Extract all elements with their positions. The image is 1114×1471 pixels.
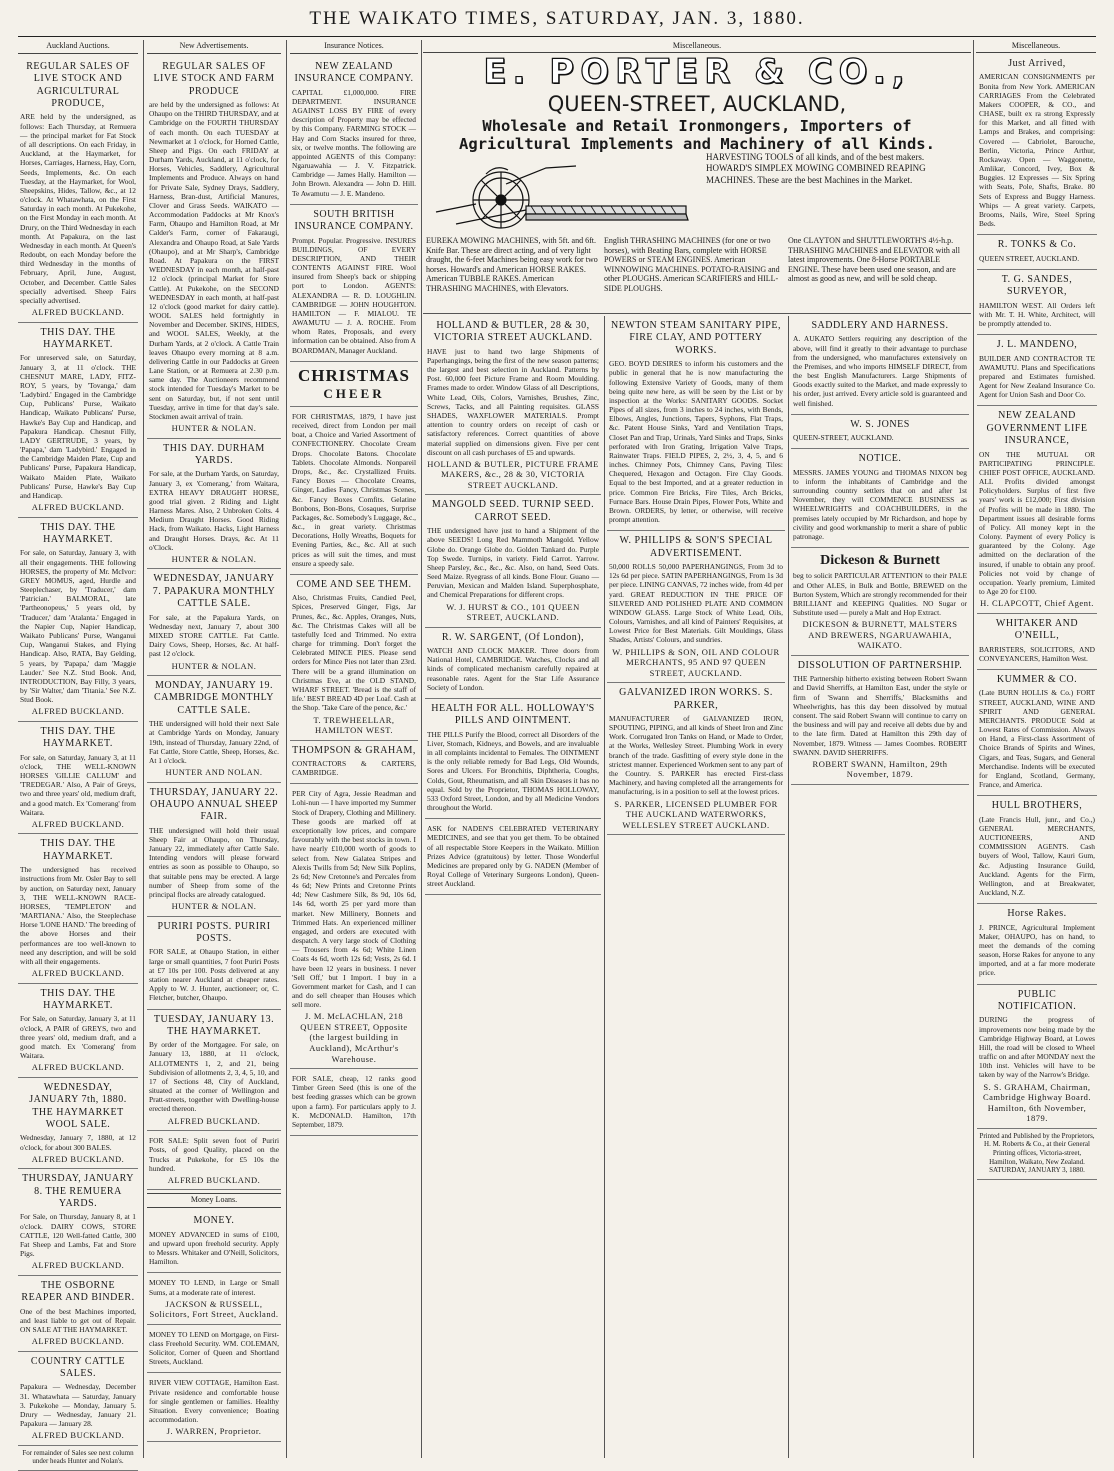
ad-heading: SOUTH BRITISH INSURANCE COMPANY. xyxy=(294,208,414,233)
advertisement xyxy=(290,575,418,741)
cheer-title: CHEER xyxy=(323,385,385,401)
ad-heading: WHITAKER AND O'NEILL, xyxy=(995,617,1079,642)
ad-text: QUEEN-STREET, AUCKLAND. xyxy=(793,433,894,443)
banner-company: E. PORTER & CO., xyxy=(483,52,911,92)
advertisement xyxy=(425,628,601,699)
advertisement xyxy=(607,531,785,683)
ad-text: CAPITAL £1,000,000. FIRE DEPARTMENT. INSURANCE AGAINST LOSS BY FIRE of every description of Property may be effected by this Company. FARMING STOCK — Hay and Corn Stacks insured for three, six, or twelve months. The following are appointed AGENTS of this Company: Ngaruawahia — J. V. Fitzpatrick. Cambridge — James Hally. Hamilton — John Brown. Alexandra — John D. Hill. Te Awamutu — J. E. Mandeno. xyxy=(292,87,416,198)
ad-text: For sale, on Saturday, January 3, with all their engagements. THE following HORSES, the property of Mr. McIvor: GREY MOMUS, aged, Hurdle and Steeplechaser, by 'Traducer,' dam 'Patrician.' BALMORAL, late 'Partheonopeus,' 5 years old, by 'Traducer,' dam 'Atalanta.' Engaged in the Napier Cup, Napier Handicap, Waikato Publicans' Purse, Wanganui Cup, Wanganui Stakes, and Flying Handicap. Also, RATA, Bay Gelding, 5 years, by 'Papapa,' dam 'Maggie Lauder.' See N.Z. Stud Book. And, INTRODUCTION, Bay Filly, 3 years, by 'Sir Walter,' dam 'Titania.' See N.Z. Stud Book. xyxy=(20,548,136,705)
ad-text: BARRISTERS, SOLICITORS, AND CONVEYANCERS, Hamilton West. xyxy=(979,644,1095,663)
ad-text: Papakura — Wednesday, December 31. Whatawhata — Saturday, January 3. Pukekohe — Monday, January 5. Drury — Wednesday, January 21. Papakura — January 28. xyxy=(20,1382,136,1429)
ad-heading: THURSDAY, JANUARY 22. OHAUPO ANNUAL SHEEP FAIR. xyxy=(149,786,279,823)
ad-heading: WEDNESDAY, JANUARY 7th, 1880. THE HAYMARKET WOOL SALE. xyxy=(29,1081,127,1130)
ad-text: WATCH AND CLOCK MAKER. Three doors from National Hotel, CAMBRIDGE. Watches, Clocks and all kinds of complicated mechanism carefully repaired at reasonable rates. Agent for the Star Life Assurance Society of London. xyxy=(427,646,599,692)
ad-list xyxy=(290,407,418,1136)
ad-text: By order of the Mortgagee. For sale, on January 13, 1880, at 11 o'clock, ALLOTMENTS 1, 2, and 21, being Subdivision of allotments 2, 3, 4, 5, 10, and 17 of Sections 48, City of Auckland, situated at the corner of Wellington and Pratt-streets, together with Dwelling-house erected thereon. xyxy=(149,1040,279,1114)
advertisement xyxy=(147,57,281,439)
advertisement xyxy=(977,270,1097,335)
ad-text: DURING the progress of improvements now being made by the Cambridge Highway Board, at Lowes Hill, the road will be closed to Wheel traffic on and after MONDAY next the 10th inst. Vehicles will have to be taken by way of the Narrow's Bridge. xyxy=(979,1015,1095,1080)
ad-text: 50,000 ROLLS 50,000 PAPERHANGINGS, From 3d to 12s 6d per piece. SATIN PAPERHANGINGS, From 1s 3d per piece. LINING CANVAS, 72 inches wide, from 4d per yard. GREAT REDUCTION IN THE PRICE OF SILVERED AND POLISHED PLATE AND COMMON WINDOW GLASS. Large Stock of White Lead, Oils, Colours, Varnishes, and all kind of Painters' Requisites, at Lowest Price for Best Materials. Gilt Mouldings, Glass Shades, Artists' Colours, and sundries. xyxy=(609,562,783,645)
christmas-title: CHRISTMAS xyxy=(298,365,410,385)
ad-text: The undersigned has received instructions from Mr. Osler Bay to sell by auction, on Saturday next, January 3, THE WELL-KNOWN RACE-HORSES, 'TEMPLETON' and 'MARTIANA.' Also, the Steeplechase Horse 'LONE HAND.' The breeding of the above Horses and their performances are too well-known to need any description, and will be sold with all their engagements. xyxy=(20,865,136,966)
advertisement xyxy=(147,439,281,570)
ad-heading: THURSDAY, JANUARY 8. THE REMUERA YARDS. xyxy=(22,1173,134,1210)
ad-heading: REGULAR SALES OF LIVE STOCK AND AGRICULTURAL PRODUCE, xyxy=(26,60,130,110)
advertisement xyxy=(147,783,281,917)
column-divider xyxy=(143,40,144,1458)
ad-heading: HEALTH FOR ALL. HOLLOWAY'S PILLS AND OINTMENT. xyxy=(431,702,595,727)
ad-heading: R. W. SARGENT, (Of London), xyxy=(441,631,585,643)
ad-text: One of the best Machines imported, and least liable to get out of Repair. ON SALE AT THE HAYMARKET. xyxy=(20,1306,136,1334)
advertisement xyxy=(18,323,138,518)
dissolution-ad xyxy=(791,656,969,785)
ad-signature: J. M. McLACHLAN, 218 QUEEN STREET, Opposite (the largest building in Auckland), McArthur's Warehouse. xyxy=(300,1011,408,1064)
ad-signature: S. S. GRAHAM, Chairman, Cambridge Highway Board. Hamilton, 6th November, 1879. xyxy=(982,1081,1092,1124)
dissolution-signature: ROBERT SWANN, Hamilton, 29th November, 1879. xyxy=(812,758,948,780)
banner-tagline: Wholesale and Retail Ironmongers, Importers of Agricultural Implements and Machinery of all Kinds. xyxy=(459,117,935,153)
column-insurance-notices xyxy=(290,40,418,1458)
ad-signature: ALFRED BUCKLAND. xyxy=(31,1260,125,1271)
advertisement xyxy=(147,1010,281,1132)
ad-heading: R. TONKS & Co. xyxy=(997,239,1077,251)
ad-text: GEO. BOYD DESIRES to inform his customers and the public in general that he is now manufacturing the following Extensive Variety of Goods, many of them being quite new here, as will be seen by the List or by inspection at the Works: SANITARY GOODS. Socket Pipes of all sizes, from 3 inches to 24 inches, with Bends, Elbows, Angles, Junctions, Tapers, Syphons, Flat Traps, &c. Patent House Sinks, Yard and Ventilation Traps, Closet Pan and Trap, Urinals, Yard Sinks and Traps, Sinks perforated with Iron Grating, Irrigation Valve Traps, Rainwater Traps. FIELD PIPES, 2, 2½, 3, 4, 5, and 6 inches. Chimney Pots, Chimney Cans, Paving Tiles: Chequered, Hexagon and Octagon. Fire Clay Goods. Equal to the best Imported, and at a greater reduction in price. Common Fire Bricks, Fire Tiles, Arch Bricks, Furnace Bars. House Drain Pipes, Flower Pots, White and Brown. ORDERS, by letter, or otherwise, will receive prompt attention. xyxy=(609,359,783,525)
ad-text: For sale, at the Durham Yards, on Saturday, January 3, ex 'Comerang,' from Waitara, EXTRA HEAVY DRAUGHT HORSE, good trial given. 2 Riding and Light Harness Mares. Also, 2 Unbroken Colts. 4 Medium Draught Horses. Good Riding Hack, from Waikato. Hacks, Light Harness and Draught Horses. Drays, &c. At 11 o'Clock. xyxy=(149,469,279,552)
ad-text: FOR SALE: Split seven foot of Puriri Posts, of good Quality, placed on the Trucks at Pukekohe, for £5 10s the hundred. xyxy=(149,1136,279,1173)
ad-heading: Just Arrived, xyxy=(1008,58,1066,69)
ad-text: For unreserved sale, on Saturday, January 3, at 11 o'clock. THE CHESNUT MARE, LADY, FITZ-ROY, 5 years, by 'Tovanga,' dam 'Ladybird.' Engaged in the Cambridge Cup, Publicans' Purse, Waikato Handicap, Waikato Publicans' Purse, Hawke's Bay Cup and Handicap, and Papakura Handicap. Chesnut Filly, LADY GERTRUDE, 3 years, by 'Papapa,' dam 'Ladybird.' Engaged in the Cambridge Maiden Plate, Cup and Publicans' Purse, Papakura Handicap, Waikato Maiden Plate, Waikato Publicans' Purse, Hawke's Bay Cup and Handicap. xyxy=(20,353,136,500)
column-divider xyxy=(286,40,287,1458)
ad-signature: HUNTER & NOLAN. xyxy=(171,423,257,434)
porter-banner xyxy=(423,52,971,153)
ad-signature: HOLLAND & BUTLER, PICTURE FRAME MAKERS, &c., 28 & 30, VICTORIA STREET AUCKLAND. xyxy=(427,458,599,490)
ad-heading: MONDAY, JANUARY 19. CAMBRIDGE MONTHLY CATTLE SALE. xyxy=(154,680,274,716)
ad-signature: HUNTER & NOLAN. xyxy=(171,901,257,912)
ad-text: (Late Francis Hull, junr., and Co.,) GENERAL MERCHANTS, AUCTIONEERS, AND COMMISSION AGENTS. Cash buyers of Wool, Tallow, Kauri Gum, &c. Adjusting Insurance Guild, Auckland. Agents for the Firm, Wellington, and at Breakwater, Auckland, N.Z. xyxy=(979,814,1095,898)
ad-text: For Sale, on Thursday, January 8, at 1 o'clock. DAIRY COWS, STORE CATTLE, 120 Well-fatted Cattle, 300 Fat Sheep and Lambs, Fat and Store Pigs. xyxy=(20,1212,136,1259)
column-divider xyxy=(788,316,789,1458)
ad-text: ON THE MUTUAL OR PARTICIPATING PRINCIPLE. CHIEF POST OFFICE, AUCKLAND. ALL Profits divided amongst Policyholders. Surplus of first five years' work is £12,000; First division of Profits will be made in 1880. The Department issues all desirable forms of Policy. All money kept in the Colony. Payment of every Policy is guaranteed by the Colony. Age admitted on the declaration of the insured, if unable to obtain any proof. Policies not void by change of occupation. Yearly premium, Limited to Age 20 for £100. xyxy=(979,449,1095,597)
ad-heading: TUESDAY, JANUARY 13. THE HAYMARKET. xyxy=(153,1013,275,1037)
advertisement xyxy=(290,407,418,575)
ad-heading: THIS DAY. THE HAYMARKET. xyxy=(40,725,116,750)
advertisement xyxy=(18,1169,138,1276)
ad-heading: W. S. JONES xyxy=(850,418,910,430)
ad-list xyxy=(290,57,418,362)
ad-text: MONEY TO LEND on Mortgage, on First-class Freehold Security. WM. COLEMAN, Solicitor, Corner of Queen and Shortland Streets, Auckland. xyxy=(149,1329,279,1367)
ad-signature: H. CLAPCOTT, Chief Agent. xyxy=(980,598,1094,609)
ad-signature: ALFRED BUCKLAND. xyxy=(31,706,125,717)
column-divider xyxy=(973,40,974,1458)
advertisement xyxy=(607,316,785,531)
ad-signature: ALFRED BUCKLAND. xyxy=(31,1153,125,1164)
ad-heading: COME AND SEE THEM. xyxy=(296,578,412,590)
advertisement xyxy=(18,1276,138,1352)
ad-list xyxy=(147,1211,281,1442)
ad-heading: REGULAR SALES OF LIVE STOCK AND FARM PRODUCE xyxy=(153,60,275,97)
advertisement xyxy=(977,406,1097,613)
ad-heading: COUNTRY CATTLE SALES. xyxy=(30,1355,126,1380)
ad-signature: J. WARREN, Proprietor. xyxy=(166,1426,262,1437)
ad-text: MONEY ADVANCED in sums of £100, and upward upon freehold security. Apply to Messrs. Whitaker and O'Neill, Solicitors, Hamilton. xyxy=(149,1229,279,1267)
ad-heading: KUMMER & CO. xyxy=(996,674,1078,685)
advertisement xyxy=(147,1211,281,1273)
advertisement xyxy=(18,57,138,323)
ad-text: ARE held by the undersigned, as follows: Each Thursday, at Remuera — the principal market for Fat Stock of all descriptions. On each Friday, in Auckland, at the Haymarket, for Horses, Carriages, Harness, Hay, Corn, Seeds, Implements, &c. On each Tuesday, at the Haymarket, for Wool, Sheepskins, Hides, Tallow, &c., at 12 o'clock. At Whatawhata, on the First Saturday in each month. At Pukekohe, on the First Monday in each month. At Drury, on the Third Wednesday in each month. At Papakura, on the last Wednesday in each month. At Queen's Redoubt, on each Monday before the third Wednesday in the months of February, April, June, August, October, and December. Cattle Sales specially advertised. Sheep Fairs specially advertised. xyxy=(20,112,136,305)
advertisement xyxy=(791,415,969,450)
advertisement xyxy=(977,985,1097,1129)
christmas-ad xyxy=(290,362,418,407)
machinery-col-2: English THRASHING MACHINES (for one or two horses), with Beating Bars, complete with HORSE POWERS or STEAM ENGINES. American WINNOWING MACHINES. POTATO-RAISING and other PLOUGHS. American SCARIFIERS and HILL-SIDE PLOUGHS. xyxy=(604,236,780,293)
ad-text: (Late BURN HOLLIS & Co.) FORT STREET, AUCKLAND, WINE AND SPIRIT AND GENERAL MERCHANTS. PRODUCE Sold at Lowest Rates of Commission. Always on Hand, a First-class Assortment of Choice Brands of Spirits and Wines, Cigars, and Teas, Sugars, and General Merchandise. Indents will be executed for England, Scotland, Germany, France, and America. xyxy=(979,688,1095,790)
masthead-rule xyxy=(18,36,1096,37)
dissolution-text: THE Partnership hitherto existing between Robert Swann and David Sherriffs, at Hamilton East, under the style or firm of 'Swann and Sherriffs,' Blacksmiths and Wheelwrights, has this day been dissolved by mutual consent. The said Robert Swann will continue to carry on the business and will pay and receive all debts due by and to the late firm. Dated at Hamilton this 29th day of November, 1879. Witness — James Coombes. ROBERT SWANN. DAVID SHERRIFFS. xyxy=(793,674,967,757)
ad-text: THE undersigned have just to hand a Shipment of the above SEEDS! Long Red Mammoth Mangold. Yellow Globe do. Orange Globe do. Golden Tankard do. Purple Top Swede. Turnips, in variety. Field Carrot. Yarrow. Sheep Parsley, &c., &c., &c. Also, on hand, Seed Oats. Seed Maize. Ryegrass of all kinds. Bone Flour. Guano — Peruvian, Mexican and Malden Island. Superphosphate, and Chemical Preparations for different crops. xyxy=(427,526,599,600)
ad-signature: HUNTER & NOLAN. xyxy=(171,660,257,671)
advertisement xyxy=(147,1273,281,1324)
advertisement xyxy=(425,495,601,627)
machinery-col-3: One CLAYTON and SHUTTLEWORTH'S 4½-h.p. THRASHING MACHINES and ELEVATOR with all latest improvements. One 8-Horse PORTABLE ENGINE. These have been used one season, and are almost as good as new, and will be sold cheap. xyxy=(788,236,960,284)
ad-heading: MANGOLD SEED. TURNIP SEED. CARROT SEED. xyxy=(431,499,595,523)
advertisement xyxy=(147,917,281,1010)
advertisement xyxy=(791,316,969,415)
ad-text: FOR SALE, at Ohaupo Station, in either large or small quantities, 7 foot Puriri Posts at £7 10s per 100. Posts delivered at any station nearer Auckland at cheaper rates. Apply to W. J. Hunter, auctioneer; or, C. Fletcher, butcher, Ohaupo. xyxy=(149,947,279,1003)
ad-heading: MONEY. xyxy=(193,1215,235,1227)
ad-heading: Horse Rakes. xyxy=(1007,908,1067,920)
advertisement xyxy=(425,316,601,495)
advertisement xyxy=(147,1373,281,1441)
advertisement xyxy=(425,699,601,819)
ad-text: QUEEN STREET, AUCKLAND. xyxy=(979,253,1080,263)
advertisement xyxy=(147,1131,281,1190)
ad-heading: THIS DAY. DURHAM YARDS. xyxy=(163,442,265,467)
ad-signature: ALFRED BUCKLAND. xyxy=(31,307,125,318)
ad-text: FOR SALE, cheap, 12 ranks good Timber Green Seed (this is one of the best feeding grasses which can be grown upon a farm). For particulars apply to J. K. McDONALD. Hamilton, 17th September, 1879. xyxy=(292,1074,416,1129)
ad-heading: THIS DAY. THE HAYMARKET. xyxy=(40,326,116,350)
advertisement xyxy=(977,670,1097,796)
mowing-machine-illustration xyxy=(426,154,696,244)
ad-signature: ALFRED BUCKLAND. xyxy=(31,968,125,979)
advertisement xyxy=(290,1069,418,1136)
ad-heading: THIS DAY. THE HAYMARKET. xyxy=(40,987,116,1012)
ad-text: For sale, at the Papakura Yards, on Wednesday next, January 7, about 300 MIXED STORE CATTLE. Fat Cattle. Dairy Cows, Sheep, Horses, &c. At half-past 12 o'clock. xyxy=(149,612,279,659)
ad-heading: NEWTON STEAM SANITARY PIPE, FIRE CLAY, AND POTTERY WORKS. xyxy=(611,320,781,356)
ad-list xyxy=(425,316,601,895)
ad-text: MESSRS. JAMES YOUNG and THOMAS NIXON beg to inform the inhabitants of Cambridge and the surrounding country settlers that on and after 1st November, they will COMMENCE BUSINESS as WHEELWRIGHTS and COACHBUILDERS, in the premises lately occupied by Mr Richardson, and hope by civility and good workmanship to merit a share of public patronage. xyxy=(793,467,967,541)
advertisement xyxy=(290,741,418,785)
ad-signature: W. J. HURST & CO., 101 QUEEN STREET, AUCKLAND. xyxy=(446,601,580,623)
ad-signature: ALFRED BUCKLAND. xyxy=(167,1115,261,1126)
column-heading: Miscellaneous. xyxy=(976,40,1096,53)
ad-text: THE PILLS Purify the Blood, correct all Disorders of the Liver, Stomach, Kidneys, and Bowels, and are invaluable in all complaints incidental to Females. The OINTMENT is the only reliable remedy for Bad Legs, Old Wounds, Sores and Ulcers. For Bronchitis, Diphtheria, Coughs, Colds, Gout, Rheumatism, and all Skin Diseases it has no equal. Sold by the Proprietor, THOMAS HOLLOWAY, 533 Oxford Street, London, and by all Medicine Vendors throughout the World. xyxy=(427,729,599,813)
ad-text: ASK for NADEN'S CELEBRATED VETERINARY MEDICINES, and see that you get them. To be obtained of all respectable Store Keepers in the Waikato. Million Prizes Advice (gratuitous) by letter. Those Wonderful Medicines are prepared only by G. NADEN (Member of Royal College of Veterinary Surgeons London), Queen-street Auckland. xyxy=(427,824,599,889)
advertisement xyxy=(147,569,281,676)
advertisement xyxy=(18,722,138,835)
ad-text: J. PRINCE, Agricultural Implement Maker, OHAUPO, has on hand, to meet the demands of the coming season, Horse Rakes for anyone to any imported, and at a far more moderate price. xyxy=(979,922,1095,978)
ad-signature: HUNTER AND NOLAN. xyxy=(165,767,263,778)
ad-text: RIVER VIEW COTTAGE, Hamilton East. Private residence and comfortable house for single gentlemen or families. Healthy Situation. Every convenience; Boating accommodation. xyxy=(149,1378,279,1425)
machinery-col-1: EUREKA MOWING MACHINES, with 5ft. and 6ft. Knife Bar. These are direct acting, and of very light draught, the 6-feet Machines being easy work for two horses. Howard's and American HORSE RAKES. American TUBBLE RAKES. American THRASHING MACHINES, with Elevators. xyxy=(426,236,598,293)
ad-text: For sale, on Saturday, January 3, at 11 o'clock, THE WELL-KNOWN HORSES 'GILLIE CALLUM' and 'TREDEGAR.' Also, A Pair of Greys, two and three years' old, medium draft, and a good match. Ex 'Comerang' from Waitara. xyxy=(20,752,136,817)
ad-heading: GALVANIZED IRON WORKS. S. PARKER, xyxy=(619,687,773,711)
ad-list xyxy=(977,54,1097,1129)
advertisement xyxy=(977,54,1097,235)
advertisement xyxy=(607,683,785,835)
harvesting-tools-text: HARVESTING TOOLS of all kinds, and of the best makers. HOWARD'S SIMPLEX MOWING COMBINED REAPING MACHINES. These are the best Machines in the Market. xyxy=(706,152,926,185)
ad-list xyxy=(147,57,281,1191)
ad-signature: W. PHILLIPS & SON, OIL AND COLOUR MERCHANTS, 95 AND 97 QUEEN STREET, AUCKLAND. xyxy=(612,646,780,678)
advertisement xyxy=(290,205,418,362)
ad-text: MANUFACTURER of GALVANIZED IRON, SPOUTING, PIPING, and all kinds of Sheet Iron and Zinc Work. Corrugated Iron Tanks on Hand, or Made to Order, at the Works, Wellesley Street. Plumbing Work in every branch of the trade. Gasfitting of every style done in the strictest manner. Experienced Workmen sent to any part of the Country. S. PARKER has erected First-class Machinery, and having completed all the arrangements for manufacturing, is in a position to sell at the lowest prices. xyxy=(609,713,783,797)
ad-signature: ALFRED BUCKLAND. xyxy=(31,818,125,829)
dickeson-burnett-ad xyxy=(791,548,969,656)
ad-list xyxy=(791,316,969,548)
ad-heading: THOMPSON & GRAHAM, xyxy=(292,744,416,756)
advertisement xyxy=(18,984,138,1078)
ad-text: HAMILTON WEST. All Orders left with Mr. T. H. White, Architect, will be promptly attended to. xyxy=(979,300,1095,328)
column-heading: Insurance Notices. xyxy=(290,40,418,54)
ad-text: AMERICAN CONSIGNMENTS per Bonita from New York. AMERICAN CARRIAGES From the Celebrated Makers COOPER, & CO., and CHASE, built ex ra strong Expressly for this Market, and all fitted with Lamps and Brakes, and comprising: Covered — Cabriolet, Barouche, Berlin, Victoria, Prince Arthur, Rockaway. Open — Waggonette, Amlikar, Concord, Ivey, Box & Buggies. 12 Expresses — Six Spring with Seats, Pole, Shafts, Brake. 80 Sets of Express and Buggy Harness. Whips — A great variety. Carpets, Brooms, Nails, Wire, Steel Spring Beds. xyxy=(979,72,1095,229)
money-loans-heading: Money Loans. xyxy=(147,1193,281,1208)
column-newton-works xyxy=(607,316,785,1458)
column-misc-right xyxy=(977,54,1097,1458)
advertisement xyxy=(290,57,418,205)
section-rule xyxy=(423,313,971,314)
ad-signature: T. TREWHEELLAR, HAMILTON WEST. xyxy=(313,714,395,736)
column-heading: New Advertisements. xyxy=(147,40,281,54)
ad-signature: HUNTER & NOLAN. xyxy=(171,553,257,564)
advertisement xyxy=(18,1352,138,1446)
ad-list xyxy=(607,316,785,835)
ad-signature: ALFRED BUCKLAND. xyxy=(167,1174,261,1185)
ad-text: THE undersigned will hold their next Sale at Cambridge Yards on Monday, January 19th, instead of Thursday, January 22nd, of Fat Cattle, Store Cattle, Sheep, Horses, &c. At 1 o'clock. xyxy=(149,719,279,765)
column-heading: Auckland Auctions. xyxy=(18,40,138,54)
ad-text: CONTRACTORS & CARTERS, CAMBRIDGE. xyxy=(292,758,416,778)
column-saddlery xyxy=(791,316,969,1458)
ad-heading: NEW ZEALAND INSURANCE COMPANY. xyxy=(294,60,414,85)
column-footnote: For remainder of Sales see next column under heads Hunter and Nolan's. xyxy=(18,1446,138,1471)
ad-heading: PUBLIC NOTIFICATION. xyxy=(997,988,1077,1013)
ad-signature: ALFRED BUCKLAND. xyxy=(31,1336,125,1347)
ad-text: HAVE just to hand two large Shipments of Paperhangings, being the first of the new season patterns; the largest and best selection in Auckland. Patterns by Post. 60,000 feet Picture Frame and Room Moulding. Frames made to order. Window Glass of all Descriptions, White Lead, Oils, Colors, Varnishes, Brushes, Zinc, Screws, Tacks, and all Painting requisites. GLASS SHADES, WAXFLOWER MATERIALS. Prompt attention to country orders on receipt of cash or satisfactory references. Correct quantities of above material supplied on dimensions given. Five per cent discount on all cash purchases of £5 and upwards. xyxy=(427,346,599,457)
ad-text: PER City of Agra, Jessie Readman and Lohi-nun — I have imported my Summer Stock of Drapery, Clothing and Millinery. These goods are marked off at exceptionally low prices, and compare favourably with the best stocks in town. I have nearly £10,000 worth of goods to select from. New Galatea Stripes and Alexis Twills from 5d; New Silk Poplins, 2s 6d; New Cretonne's and Percales from 4s 6d; New Prints and Cretonne Prints 4d; New Cashmere Silk, 8s 9d, 10s 6d, 14s 6d, worth 25 per yard more than market. New Millinery, Bonnets and Trimmed Hats. An experienced milliner engaged, and orders are executed with despatch. A very large stock of Clothing — Trousers from 4s 6d; White Linen Coats 4s 6d, worth 12s 6d; Vests, 2s 6d. I have been 12 years in business. I never 'Sell Off,' but I Import. I buy in a Government market for Cash, and I can and do sell cheaper than Houses which sell more. xyxy=(292,789,416,1010)
ad-heading: THIS DAY. THE HAYMARKET. xyxy=(40,521,116,546)
advertisement xyxy=(18,518,138,722)
ad-heading: W. PHILLIPS & SON'S SPECIAL ADVERTISEMENT. xyxy=(619,535,773,559)
ad-signature: ALFRED BUCKLAND. xyxy=(31,502,125,513)
advertisement xyxy=(977,335,1097,406)
ad-text: Wednesday, January 7, 1880, at 12 o'clock, for about 300 BALES. xyxy=(20,1133,136,1152)
banner-street: QUEEN-STREET, AUCKLAND, xyxy=(547,92,847,116)
ad-signature: S. PARKER, LICENSED PLUMBER FOR THE AUCKLAND WATERWORKS, WELLESLEY STREET AUCKLAND. xyxy=(614,798,778,830)
imprint: Printed and Published by the Proprietors, H. M. Roberts & Co., at their General Printing offices, Victoria-street, Hamilton, Waikato, New Zealand. SATURDAY, JANUARY 3, 1880. xyxy=(977,1129,1097,1180)
ad-signature: ALFRED BUCKLAND. xyxy=(31,1062,125,1073)
column-auckland-auctions xyxy=(18,40,138,1466)
ad-text: MONEY TO LEND, in Large or Small Sums, at a moderate rate of interest. xyxy=(149,1278,279,1297)
ad-text: FOR CHRISTMAS, 1879, I have just received, direct from London per mail boat, a Choice and Varied Assortment of CONFECTIONERY. Chocolate Cream Drops. Chocolate Batons. Chocolate Tablets. Chocolate Almonds. Nonpareil Drops, &c., &c. Crystallized Fruits. Fancy Boxes — Chocolate Creams, Ginger, Ladies Fancy, Christmas Scenes, &c. Fancy Boxes Comfits. Gelatine Bonbons, Bon-Bons, Cosaques, Surprise Packages, &c. Somebody's Luggage, &c., &c., in great variety. Christmas Decorations, Holly Wreaths, Boquets for Evening Parties, &c., &c. All at such prices as will suit the times, and must ensure a speedy sale. xyxy=(292,411,416,568)
ad-heading: SADDLERY AND HARNESS. xyxy=(811,320,949,331)
ad-heading: NEW ZEALAND GOVERNMENT LIFE INSURANCE, xyxy=(986,410,1088,447)
ad-text: For Sale, on Saturday, January 3, at 11 o'clock, A PAIR of GREYS, two and three years' old, medium draft, and a good match. Ex 'Comerang' from Waitara. xyxy=(20,1014,136,1061)
advertisement xyxy=(290,784,418,1069)
ad-text: A. AUKATO Settlers requiring any description of the above, will find it greatly to their advantage to purchase from the undersigned, who manufactures extensively on the Premises, and who imports HIMSELF DIRECT, from the best English Manufacturers. Large Shipments of Goods exactly suited to the Market, and made expressly to his order, just arrived. Every article sold is guaranteed and well finished. xyxy=(793,334,967,408)
ad-text: Also, Christmas Fruits, Candied Peel, Spices, Preserved Ginger, Figs, Jar Prunes, &c., &c. Apples, Oranges, Nuts, &c. The Christmas Cakes will all be tastefully Iced and Trimmed. No extra charge for trimming. Don't forget the Celebrated MINCE PIES. Please send orders for Mince Pies not later than 23rd. There will be a grand illumination on Christmas Eve, at the OLD STAND, WHARF STREET. 'Bread is the staff of life.' BEST BREAD 4D per Loaf. Cash at the Shop. 'Take Care of the pence, &c.' xyxy=(292,593,416,713)
ad-list xyxy=(18,57,138,1446)
dissolution-heading: DISSOLUTION OF PARTNERSHIP. xyxy=(797,659,963,671)
advertisement xyxy=(18,834,138,983)
ad-heading: T. G. SANDES, SURVEYOR, xyxy=(1001,273,1073,298)
ad-heading: HULL BROTHERS, xyxy=(991,800,1083,812)
advertisement xyxy=(791,449,969,548)
ad-heading: WEDNESDAY, JANUARY 7. PAPAKURA MONTHLY CATTLE SALE. xyxy=(152,573,276,610)
column-new-advertisements xyxy=(147,40,281,1458)
ad-text: BUILDER AND CONTRACTOR TE AWAMUTU. Plans and Specifications prepared and Estimates furnished. Agent for New Zealand Insurance Co. Agent for Union Sash and Door Co. xyxy=(979,353,1095,400)
advertisement xyxy=(977,235,1097,270)
dickeson-title: Dickeson & Burnett xyxy=(820,553,940,569)
column-divider xyxy=(421,40,422,1458)
column-divider xyxy=(604,316,605,1458)
advertisement xyxy=(18,1078,138,1169)
ad-heading: HOLLAND & BUTLER, 28 & 30, VICTORIA STREET AUCKLAND. xyxy=(433,320,593,344)
ad-heading: NOTICE. xyxy=(858,453,902,465)
advertisement xyxy=(977,614,1097,670)
ad-heading: THE OSBORNE REAPER AND BINDER. xyxy=(21,1279,135,1304)
advertisement xyxy=(147,1325,281,1374)
column-heading: Miscellaneous. xyxy=(423,40,971,53)
ad-signature: ALFRED BUCKLAND. xyxy=(31,1430,125,1441)
advertisement xyxy=(147,676,281,783)
column-holland-butler xyxy=(425,316,601,1458)
ad-text: are held by the undersigned as follows: At Ohaupo on the THIRD THURSDAY, and at Cambridge on the FOURTH THURSDAY of each month. On each TUESDAY at Newmarket at 1 o'clock, for Horned Cattle, Sheep and Pigs. On each FRIDAY at Durham Yards, Auckland, at 11 o'clock, for Horses, Vehicles, Saddlery, Agricultural Implements and Produce. Always on hand for Private Sale, Sydney Drays, Saddlery, Harness, Bran-dust, Artificial Manures, Clover and Grass Seeds. WAIKATO — Accommodation Paddocks at Mr Knox's Farm, Ohaupo and Hamilton Road, at Mr Calder's Farm, corner of Fakaraugi, Alexandra and Ohaupo Road, at Sale Yards (Ohaupo), and at Mr Sharp's, Cambridge Road. At Papakura on the FIRST WEDNESDAY in each month, at half-past 12 o'clock (principal Market for Store Cattle). At Pukekohe, on the SECOND WEDNESDAY in each month, at half-past 12 o'clock (good market for dairy cattle). WOOL SALES held fortnightly in November and December. SKINS, HIDES, and WOOL SALES, Weekly, at the Durham Yards, at 2 o'clock. A Cattle Train leaves Ohaupo every morning at 8 a.m. delivering Cattle in our Paddocks at Green Lane Station, or at Remuera at 2.30 p.m. same day. The Auctioneers recommend stock intended for Tuesday's Market to be sent on Saturday, but, if not sent until Tuesday, arrive in time for that day's sale. Stockmen await arrival of train. xyxy=(149,100,279,421)
ad-heading: THIS DAY. THE HAYMARKET. xyxy=(40,838,116,862)
ad-text: Prompt. Popular. Progressive. INSURES BUILDINGS, OF EVERY DESCRIPTION, AND THEIR CONTENTS AGAINST FIRE. Wool insured from Sheep's back or shipping port to London. AGENTS: ALEXANDRA — R. D. LOUGHLIN. CAMBRIDGE — JOHN HOUGHTON. HAMILTON — F. MIALOU. TE AWAMUTU — J. A. ROCHE. From whom Rates, Proposals, and every information can be obtained. Also from A BOARDMAN, Manager Auckland. xyxy=(292,235,416,355)
ad-heading: PURIRI POSTS. PURIRI POSTS. xyxy=(157,920,271,945)
ad-heading: J. L. MANDENO, xyxy=(996,339,1078,351)
advertisement xyxy=(425,819,601,895)
ad-signature: JACKSON & RUSSELL, Solicitors, Fort Street, Auckland. xyxy=(149,1298,279,1320)
dickeson-text: beg to solicit PARTICULAR ATTENTION to their PALE and Other ALES, in Bulk and Bottle, BREWED on the Burton System, Which are strongly recommended for their BRILLIANT and KEEPING Qualities. NO Sugar or Substitute used — purely a Malt and Hop Extract. xyxy=(793,571,967,618)
ad-text: THE undersigned will hold their usual Sheep Fair at Ohaupo, on Thursday, January 22, immediately after Cattle Sale. Intending vendors will please forward entries as soon as possible to Ohaupo, so that suitable pens may be erected. A large number of Sheep from some of the principal flocks are already catalogued. xyxy=(149,825,279,899)
dickeson-signature: DICKESON & BURNETT, MALSTERS AND BREWERS, NGARUAWAHIA, WAIKATO. xyxy=(802,619,958,651)
advertisement xyxy=(977,904,1097,984)
advertisement xyxy=(977,796,1097,904)
masthead: THE WAIKATO TIMES, SATURDAY, JAN. 3, 1880. xyxy=(309,8,805,29)
